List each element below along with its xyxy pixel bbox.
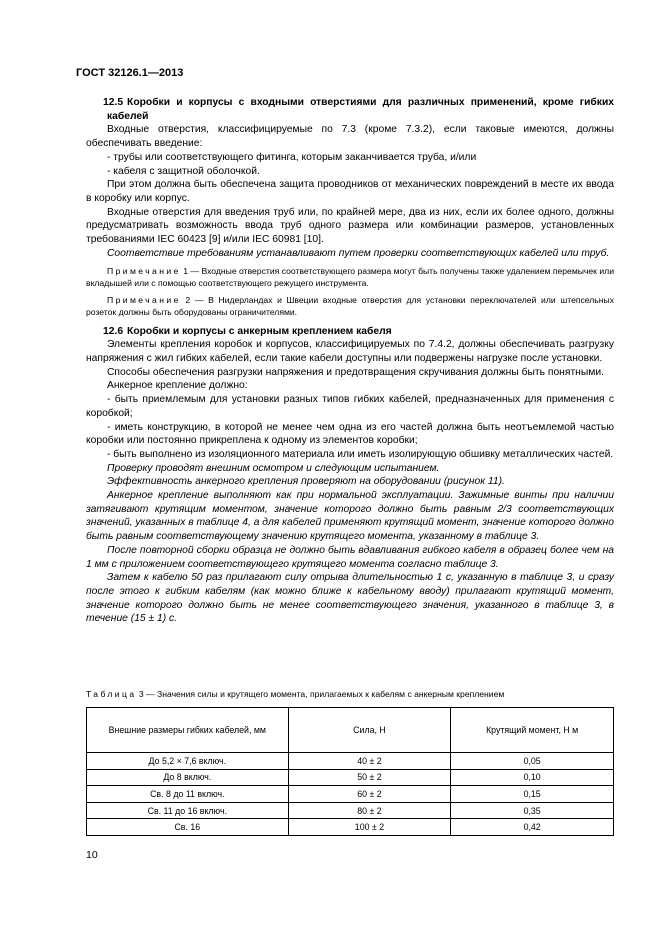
table-cell: 0,42 xyxy=(451,819,614,836)
paragraph: Способы обеспечения разгрузки напряжения и предотвращения скручивания должны быть понятными. xyxy=(107,366,604,378)
table-cell: Св. 8 до 11 включ. xyxy=(87,786,289,803)
table-cell: 0,15 xyxy=(451,786,614,803)
column-header: Крутящий момент, Н м xyxy=(451,708,614,753)
table-cell: 40 ± 2 xyxy=(288,753,451,770)
section-number: 12.5 xyxy=(103,97,124,108)
paragraph: Входные отверстия, классифицируемые по 7.3 (кроме 7.3.2), если таковые имеются, должны обеспечивать введение: xyxy=(86,124,614,150)
list-item: - кабеля с защитной оболочкой. xyxy=(107,165,260,177)
test-paragraph: Затем к кабелю 50 раз прилагают силу отрыва длительностью 1 с, указанную в таблице 3, и сразу после этого к гибким кабелям (как можно ближе к кабельному вводу) прилагают крутящий момент, значение которого должно быть не менее соответствующего значения, указанного в таблице 3, в течение (15 ± 1) с. xyxy=(86,572,614,625)
table-cell: 0,35 xyxy=(451,802,614,819)
table-row xyxy=(87,802,614,819)
paragraph: Анкерное крепление должно: xyxy=(107,380,248,392)
test-paragraph: Эффективность анкерного крепления проверяют на оборудовании (рисунок 11). xyxy=(107,476,505,488)
paragraph: Входные отверстия для введения труб или, по крайней мере, два из них, если их более одного, должны предусматривать возможность ввода труб одного размера или комбинации размеров, установленных требованиями IEC 60423 [9] и/или IEC 60981 [10]. xyxy=(86,206,614,246)
document-header: ГОСТ 32126.1—2013 xyxy=(76,67,184,79)
table-row xyxy=(87,769,614,786)
list-item: - иметь конструкцию, в которой не менее чем одна из его частей должна быть неотъемлемой частью коробки или постоянно прикреплена к одному из элементов коробки; xyxy=(86,421,614,447)
note-2 xyxy=(86,295,614,319)
page-number: 10 xyxy=(86,849,98,861)
table-header-row xyxy=(87,708,614,753)
table-cell: Св. 11 до 16 включ. xyxy=(87,802,289,819)
section-number: 12.6 xyxy=(103,325,124,337)
table-cell: 0,10 xyxy=(451,769,614,786)
table-cell: 80 ± 2 xyxy=(288,802,451,819)
table-caption-text: 3 — Значения силы и крутящего момента, прилагаемых к кабелям с анкерным креплением xyxy=(136,689,505,699)
list-item: - трубы или соответствующего фитинга, которым заканчивается труба, и/или xyxy=(107,151,477,163)
note-text: 1 — Входные отверстия соответствующего размера могут быть получены также удалением перемычек или вкладышей или с помощью соответствующего режущего инструмента. xyxy=(86,266,614,289)
note-label: Примечание xyxy=(107,266,181,277)
note-label: Примечание xyxy=(107,295,181,306)
column-header: Внешние размеры гибких кабелей, мм xyxy=(87,708,289,753)
note-text: 2 — В Нидерландах и Швеции входные отверстия для установки переключателей или штепсельных розеток должны быть оборудованы ограничителями. xyxy=(86,295,614,317)
note-1 xyxy=(86,266,614,290)
compliance-paragraph: Соответствие требованиям устанавливают путем проверки соответствующих кабелей или труб. xyxy=(107,247,610,259)
table-3 xyxy=(86,707,614,836)
table-caption xyxy=(86,688,614,700)
table-cell: 50 ± 2 xyxy=(288,769,451,786)
table-cell: 100 ± 2 xyxy=(288,819,451,836)
test-paragraph: Проверку проводят внешним осмотром и следующим испытанием. xyxy=(107,462,440,474)
column-header: Сила, Н xyxy=(288,708,451,753)
section-12-5-heading xyxy=(86,96,614,123)
section-12-6-heading xyxy=(86,325,614,339)
table-row xyxy=(87,819,614,836)
table-row xyxy=(87,753,614,770)
table-cell: Св. 16 xyxy=(87,819,289,836)
paragraph: Элементы крепления коробок и корпусов, классифицируемых по 7.4.2, должны обеспечивать разгрузку напряжения с жил гибких кабелей, если такие кабели доступны или подвержены нагрузке после установки. xyxy=(86,339,614,365)
paragraph: При этом должна быть обеспечена защита проводников от механических повреждений в месте их ввода в коробку или корпус. xyxy=(86,179,614,204)
section-title: Коробки и корпусы с анкерным креплением кабеля xyxy=(127,325,392,337)
table-caption-label: Таблица xyxy=(86,689,137,699)
test-paragraph: Анкерное крепление выполняют как при нормальной эксплуатации. Зажимные винты при наличии затягивают крутящим моментом, значение которого должно быть равным 2/3 соответствующих значений, указанных в таблице 4, а для кабелей применяют крутящий момент, значение которого должно быть равным соответствующему значению крутящего момента, указанному в таблице 3. xyxy=(86,490,614,543)
table-cell: До 8 включ. xyxy=(87,769,289,786)
table-cell: 60 ± 2 xyxy=(288,786,451,803)
document-body xyxy=(86,96,614,626)
section-title: Коробки и корпусы с входными отверстиями для различных применений, кроме гибких кабелей xyxy=(107,97,614,122)
test-paragraph: После повторной сборки образца не должно быть вдавливания гибкого кабеля в образец более чем на 1 мм с приложением соответствующего крутящего момента согласно таблице 3. xyxy=(86,544,614,570)
list-item: - быть приемлемым для установки разных типов гибких кабелей, предназначенных для применения с коробкой; xyxy=(86,394,614,419)
table-cell: 0,05 xyxy=(451,753,614,770)
table-cell: До 5,2 × 7,6 включ. xyxy=(87,753,289,770)
table-row xyxy=(87,786,614,803)
list-item: - быть выполнено из изоляционного материала или иметь изолирующую обшивку металлических частей. xyxy=(107,448,614,460)
